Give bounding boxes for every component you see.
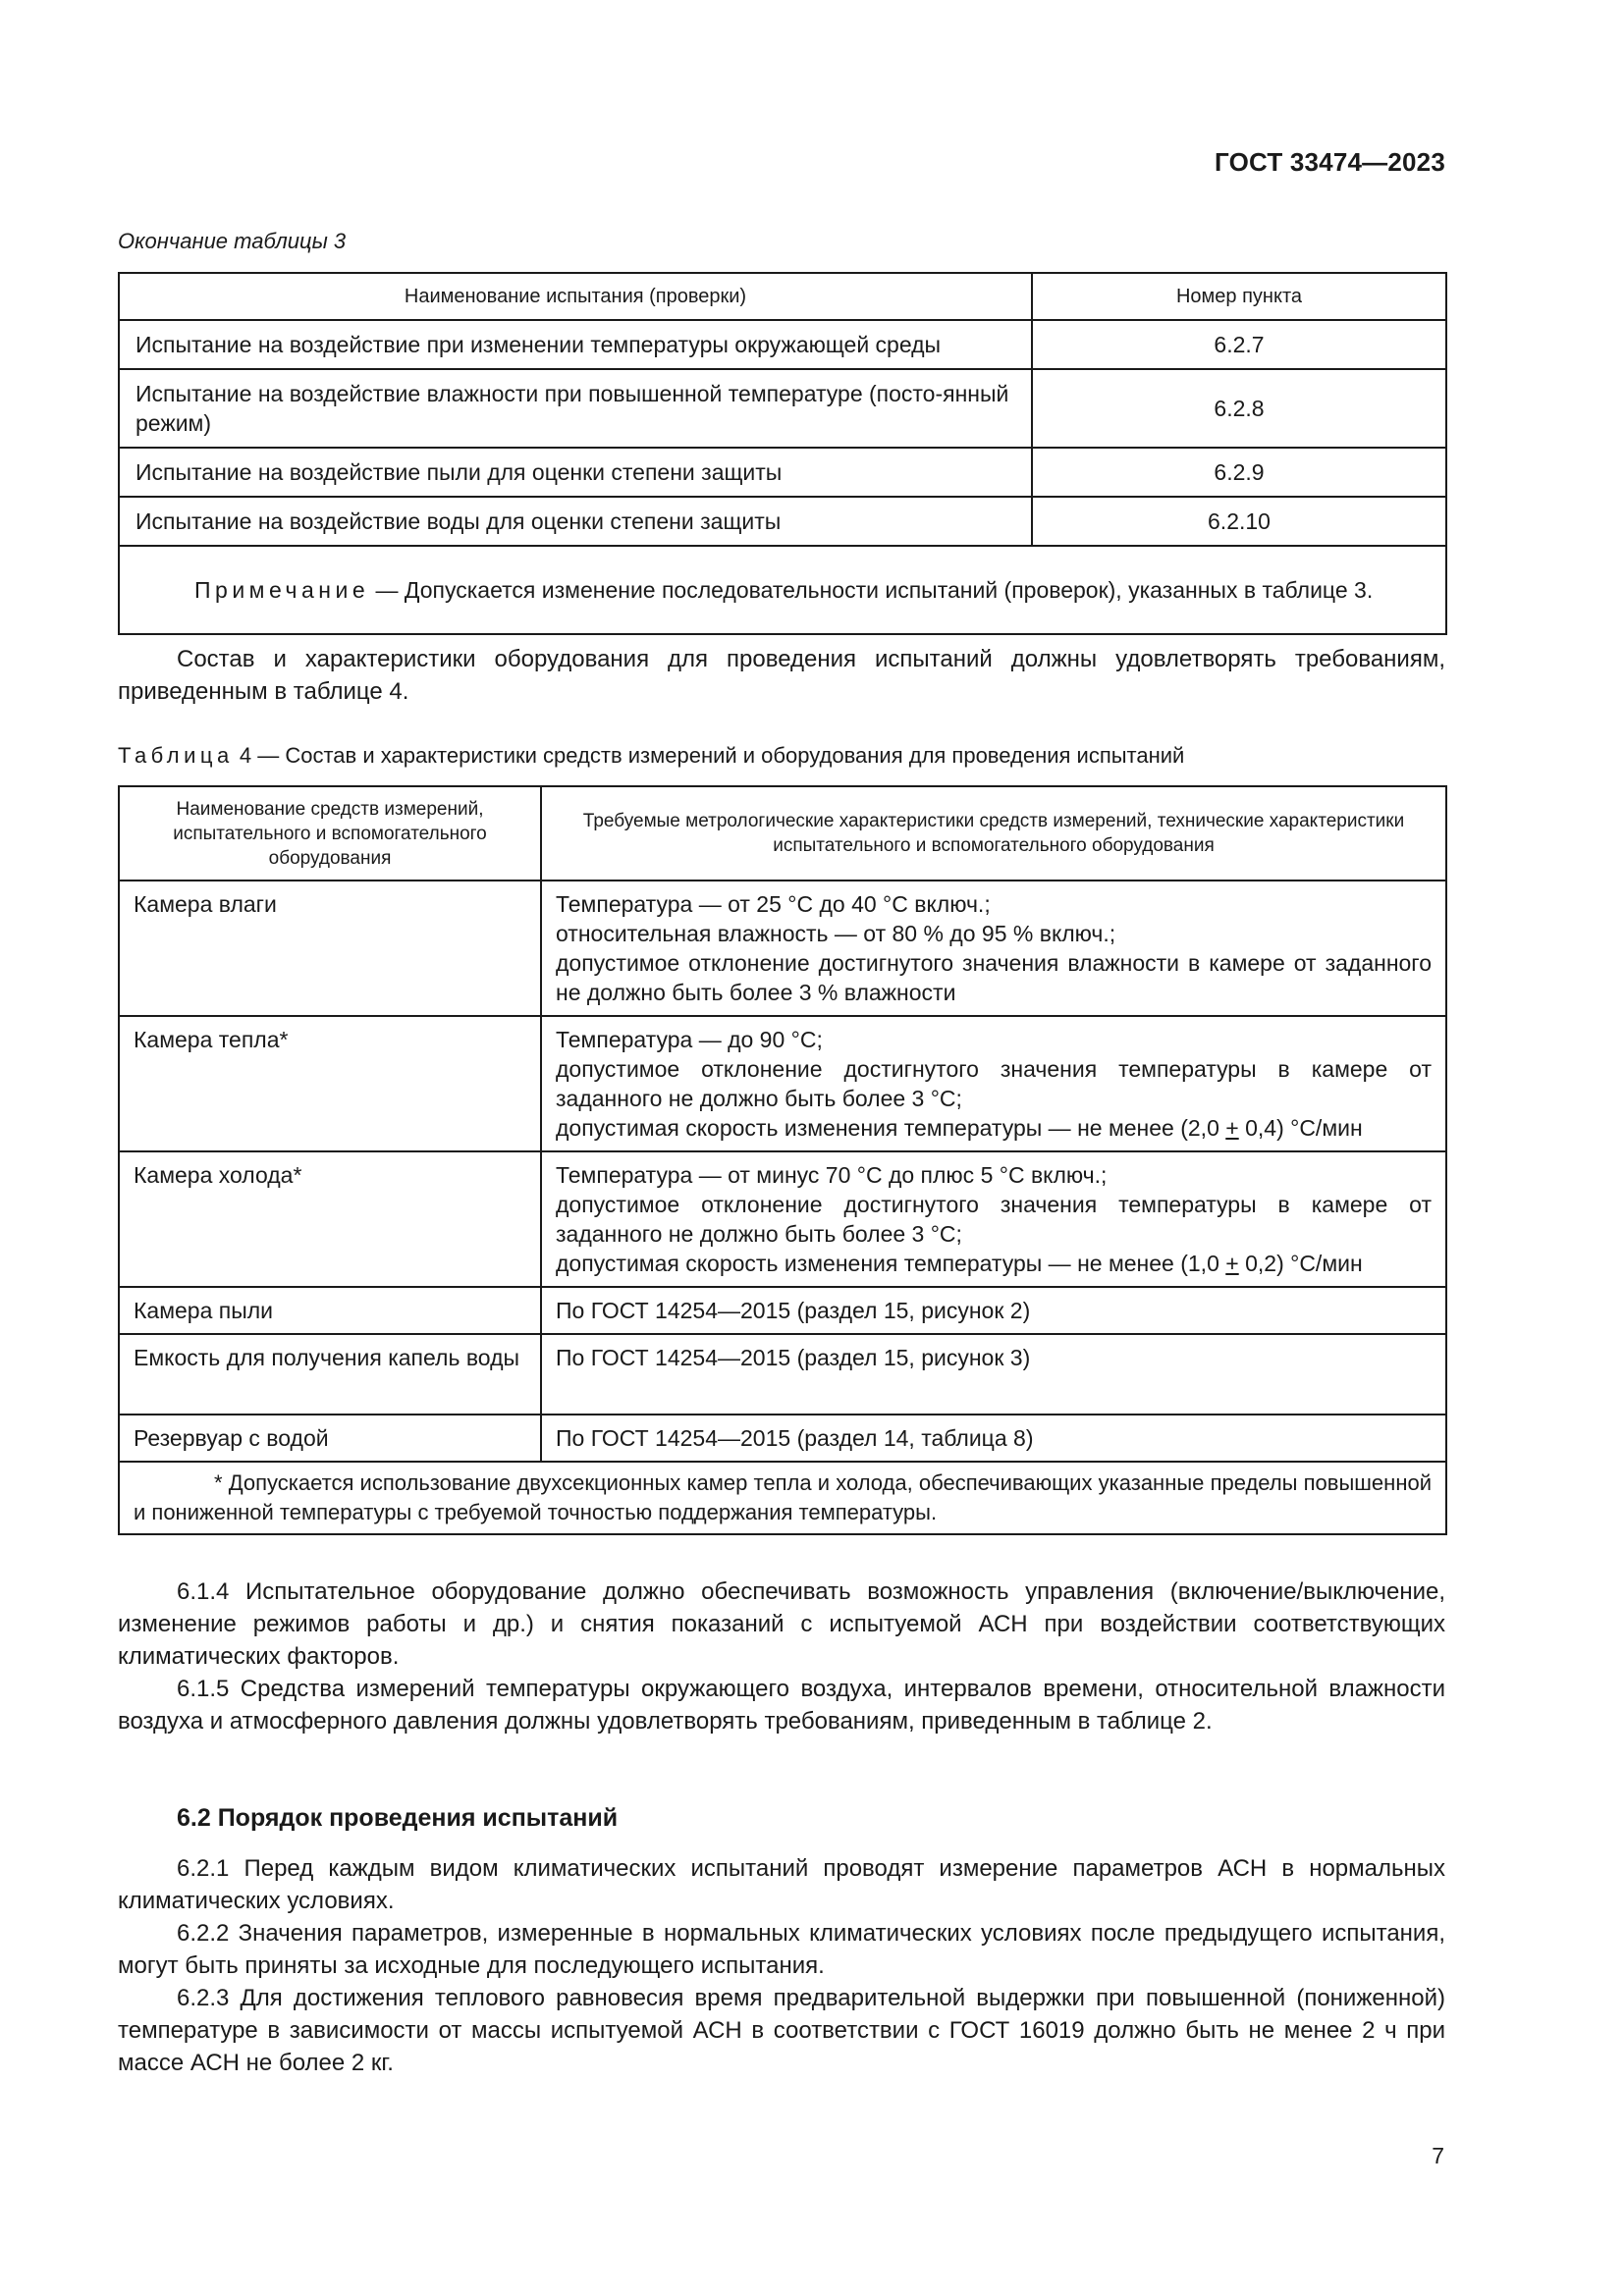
characteristic-line: Температура — от минус 70 °С до плюс 5 °С включ.; xyxy=(556,1162,1108,1188)
characteristics-cell xyxy=(541,1334,1446,1415)
note-label: Примечание xyxy=(194,577,370,603)
table-row xyxy=(119,1415,1446,1462)
test-name-cell: Испытание на воздействие пыли для оценки степени защиты xyxy=(119,448,1032,497)
note-text: — Допускается изменение последовательности испытаний (проверок), указанных в таблице 3. xyxy=(369,577,1374,603)
characteristics-cell xyxy=(541,881,1446,1016)
table-footnote-row xyxy=(119,1462,1446,1534)
rate-text: 0,2) °С/мин xyxy=(1238,1251,1363,1276)
table-note-row xyxy=(119,546,1446,634)
characteristic-line: Температура — от 25 °С до 40 °С включ.; xyxy=(556,891,991,917)
paragraph-text: 6.2.3 Для достижения теплового равновесия время предварительной выдержки при повышенной (пониженной) температуре в зависимости от массы испытуемой АСН в соответствии с ГОСТ 16019 должно быть не менее 2 ч при массе АСН не более 2 кг. xyxy=(118,1985,1445,2076)
table-row xyxy=(119,1287,1446,1334)
table-row xyxy=(119,1151,1446,1287)
equipment-name-cell: Резервуар с водой xyxy=(119,1415,541,1462)
table-title: 4 — Состав и характеристики средств измерений и оборудования для проведения испытаний xyxy=(233,743,1185,768)
characteristic-line: допустимое отклонение достигнутого значения температуры в камере от заданного не должно быть более 3 °С; xyxy=(556,1056,1432,1111)
rate-text: допустимая скорость изменения температуры — не менее (2,0 xyxy=(556,1115,1226,1141)
paragraph-6-2-2 xyxy=(118,1917,1445,1982)
paragraph-6-2-1 xyxy=(118,1852,1445,1917)
test-name-cell: Испытание на воздействие при изменении температуры окружающей среды xyxy=(119,320,1032,369)
paragraph-6-1-4 xyxy=(118,1575,1445,1673)
table4-caption xyxy=(118,743,1184,769)
table-row xyxy=(119,320,1446,369)
table-header-row xyxy=(119,273,1446,320)
characteristic-line xyxy=(556,1249,1432,1278)
table-row xyxy=(119,369,1446,448)
rate-text: допустимая скорость изменения температуры — не менее (1,0 xyxy=(556,1251,1226,1276)
clause-number-cell: 6.2.8 xyxy=(1032,369,1446,448)
clause-number-cell: 6.2.9 xyxy=(1032,448,1446,497)
table-header-row xyxy=(119,786,1446,881)
document-code: ГОСТ 33474—2023 xyxy=(1215,147,1445,177)
characteristic-line: По ГОСТ 14254—2015 (раздел 14, таблица 8) xyxy=(556,1425,1034,1451)
characteristic-line: допустимое отклонение достигнутого значения влажности в камере от заданного не должно быть более 3 % влажности xyxy=(556,950,1432,1005)
table-footnote xyxy=(119,1462,1446,1534)
table-row xyxy=(119,1334,1446,1415)
footnote-text: * Допускается использование двухсекционных камер тепла и холода, обеспечивающих указанные пределы повышенной и пониженной температуры с требуемой точностью поддержания температуры. xyxy=(134,1470,1432,1524)
characteristic-line: относительная влажность — от 80 % до 95 % включ.; xyxy=(556,921,1116,946)
column-header-test-name: Наименование испытания (проверки) xyxy=(119,273,1032,320)
characteristics-cell xyxy=(541,1287,1446,1334)
equipment-name-cell: Камера холода* xyxy=(119,1151,541,1287)
characteristic-line: Температура — до 90 °С; xyxy=(556,1027,823,1052)
clause-number-cell: 6.2.10 xyxy=(1032,497,1446,546)
test-name-cell: Испытание на воздействие влажности при повышенной температуре (посто-янный режим) xyxy=(119,369,1032,448)
equipment-name-cell: Камера пыли xyxy=(119,1287,541,1334)
characteristic-line: допустимое отклонение достигнутого значения температуры в камере от заданного не должно быть более 3 °С; xyxy=(556,1192,1432,1247)
characteristics-cell xyxy=(541,1415,1446,1462)
paragraph-composition xyxy=(118,643,1445,708)
characteristics-cell xyxy=(541,1016,1446,1151)
rate-text: 0,4) °С/мин xyxy=(1238,1115,1363,1141)
table3-caption: Окончание таблицы 3 xyxy=(118,229,347,253)
paragraph-6-1-5 xyxy=(118,1673,1445,1737)
characteristic-line: По ГОСТ 14254—2015 (раздел 15, рисунок 2) xyxy=(556,1298,1031,1323)
column-header-clause-number: Номер пункта xyxy=(1032,273,1446,320)
characteristic-line: По ГОСТ 14254—2015 (раздел 15, рисунок 3) xyxy=(556,1345,1031,1370)
paragraph-text: 6.2.1 Перед каждым видом климатических испытаний проводят измерение параметров АСН в нормальных климатических условиях. xyxy=(118,1855,1445,1914)
paragraph-text: Состав и характеристики оборудования для проведения испытаний должны удовлетворять требованиям, приведенным в таблице 4. xyxy=(118,646,1445,705)
paragraph-6-2-3 xyxy=(118,1982,1445,2079)
table-4 xyxy=(118,785,1447,1535)
clause-number-cell: 6.2.7 xyxy=(1032,320,1446,369)
characteristics-cell xyxy=(541,1151,1446,1287)
column-header-equipment: Наименование средств измерений, испытательного и вспомогательного оборудования xyxy=(119,786,541,881)
table-row xyxy=(119,497,1446,546)
plus-minus-sign: + xyxy=(1225,1251,1239,1276)
plus-minus-sign: + xyxy=(1225,1115,1239,1141)
table-note xyxy=(119,546,1446,634)
page-number: 7 xyxy=(1432,2143,1444,2168)
paragraph-text: 6.1.4 Испытательное оборудование должно обеспечивать возможность управления (включение/выключение, изменение режимов работы и др.) и снятия показаний с испытуемой АСН при воздействии соответствующих климатических факторов. xyxy=(118,1578,1445,1670)
section-heading-6-2: 6.2 Порядок проведения испытаний xyxy=(177,1804,619,1832)
characteristic-line xyxy=(556,1113,1432,1143)
table-row xyxy=(119,1016,1446,1151)
table-label: Таблица xyxy=(118,743,234,768)
column-header-characteristics: Требуемые метрологические характеристики средств измерений, технические характеристики испытательного и вспомогательного оборудования xyxy=(541,786,1446,881)
table-row xyxy=(119,448,1446,497)
table-row xyxy=(119,881,1446,1016)
test-name-cell: Испытание на воздействие воды для оценки степени защиты xyxy=(119,497,1032,546)
equipment-name-cell: Камера влаги xyxy=(119,881,541,1016)
paragraph-text: 6.1.5 Средства измерений температуры окружающего воздуха, интервалов времени, относительной влажности воздуха и атмосферного давления должны удовлетворять требованиям, приведенным в таблице 2. xyxy=(118,1676,1445,1735)
equipment-name-cell: Камера тепла* xyxy=(119,1016,541,1151)
table-3 xyxy=(118,272,1447,635)
paragraph-text: 6.2.2 Значения параметров, измеренные в нормальных климатических условиях после предыдущего испытания, могут быть приняты за исходные для последующего испытания. xyxy=(118,1920,1445,1979)
equipment-name-cell: Емкость для получения капель воды xyxy=(119,1334,541,1415)
